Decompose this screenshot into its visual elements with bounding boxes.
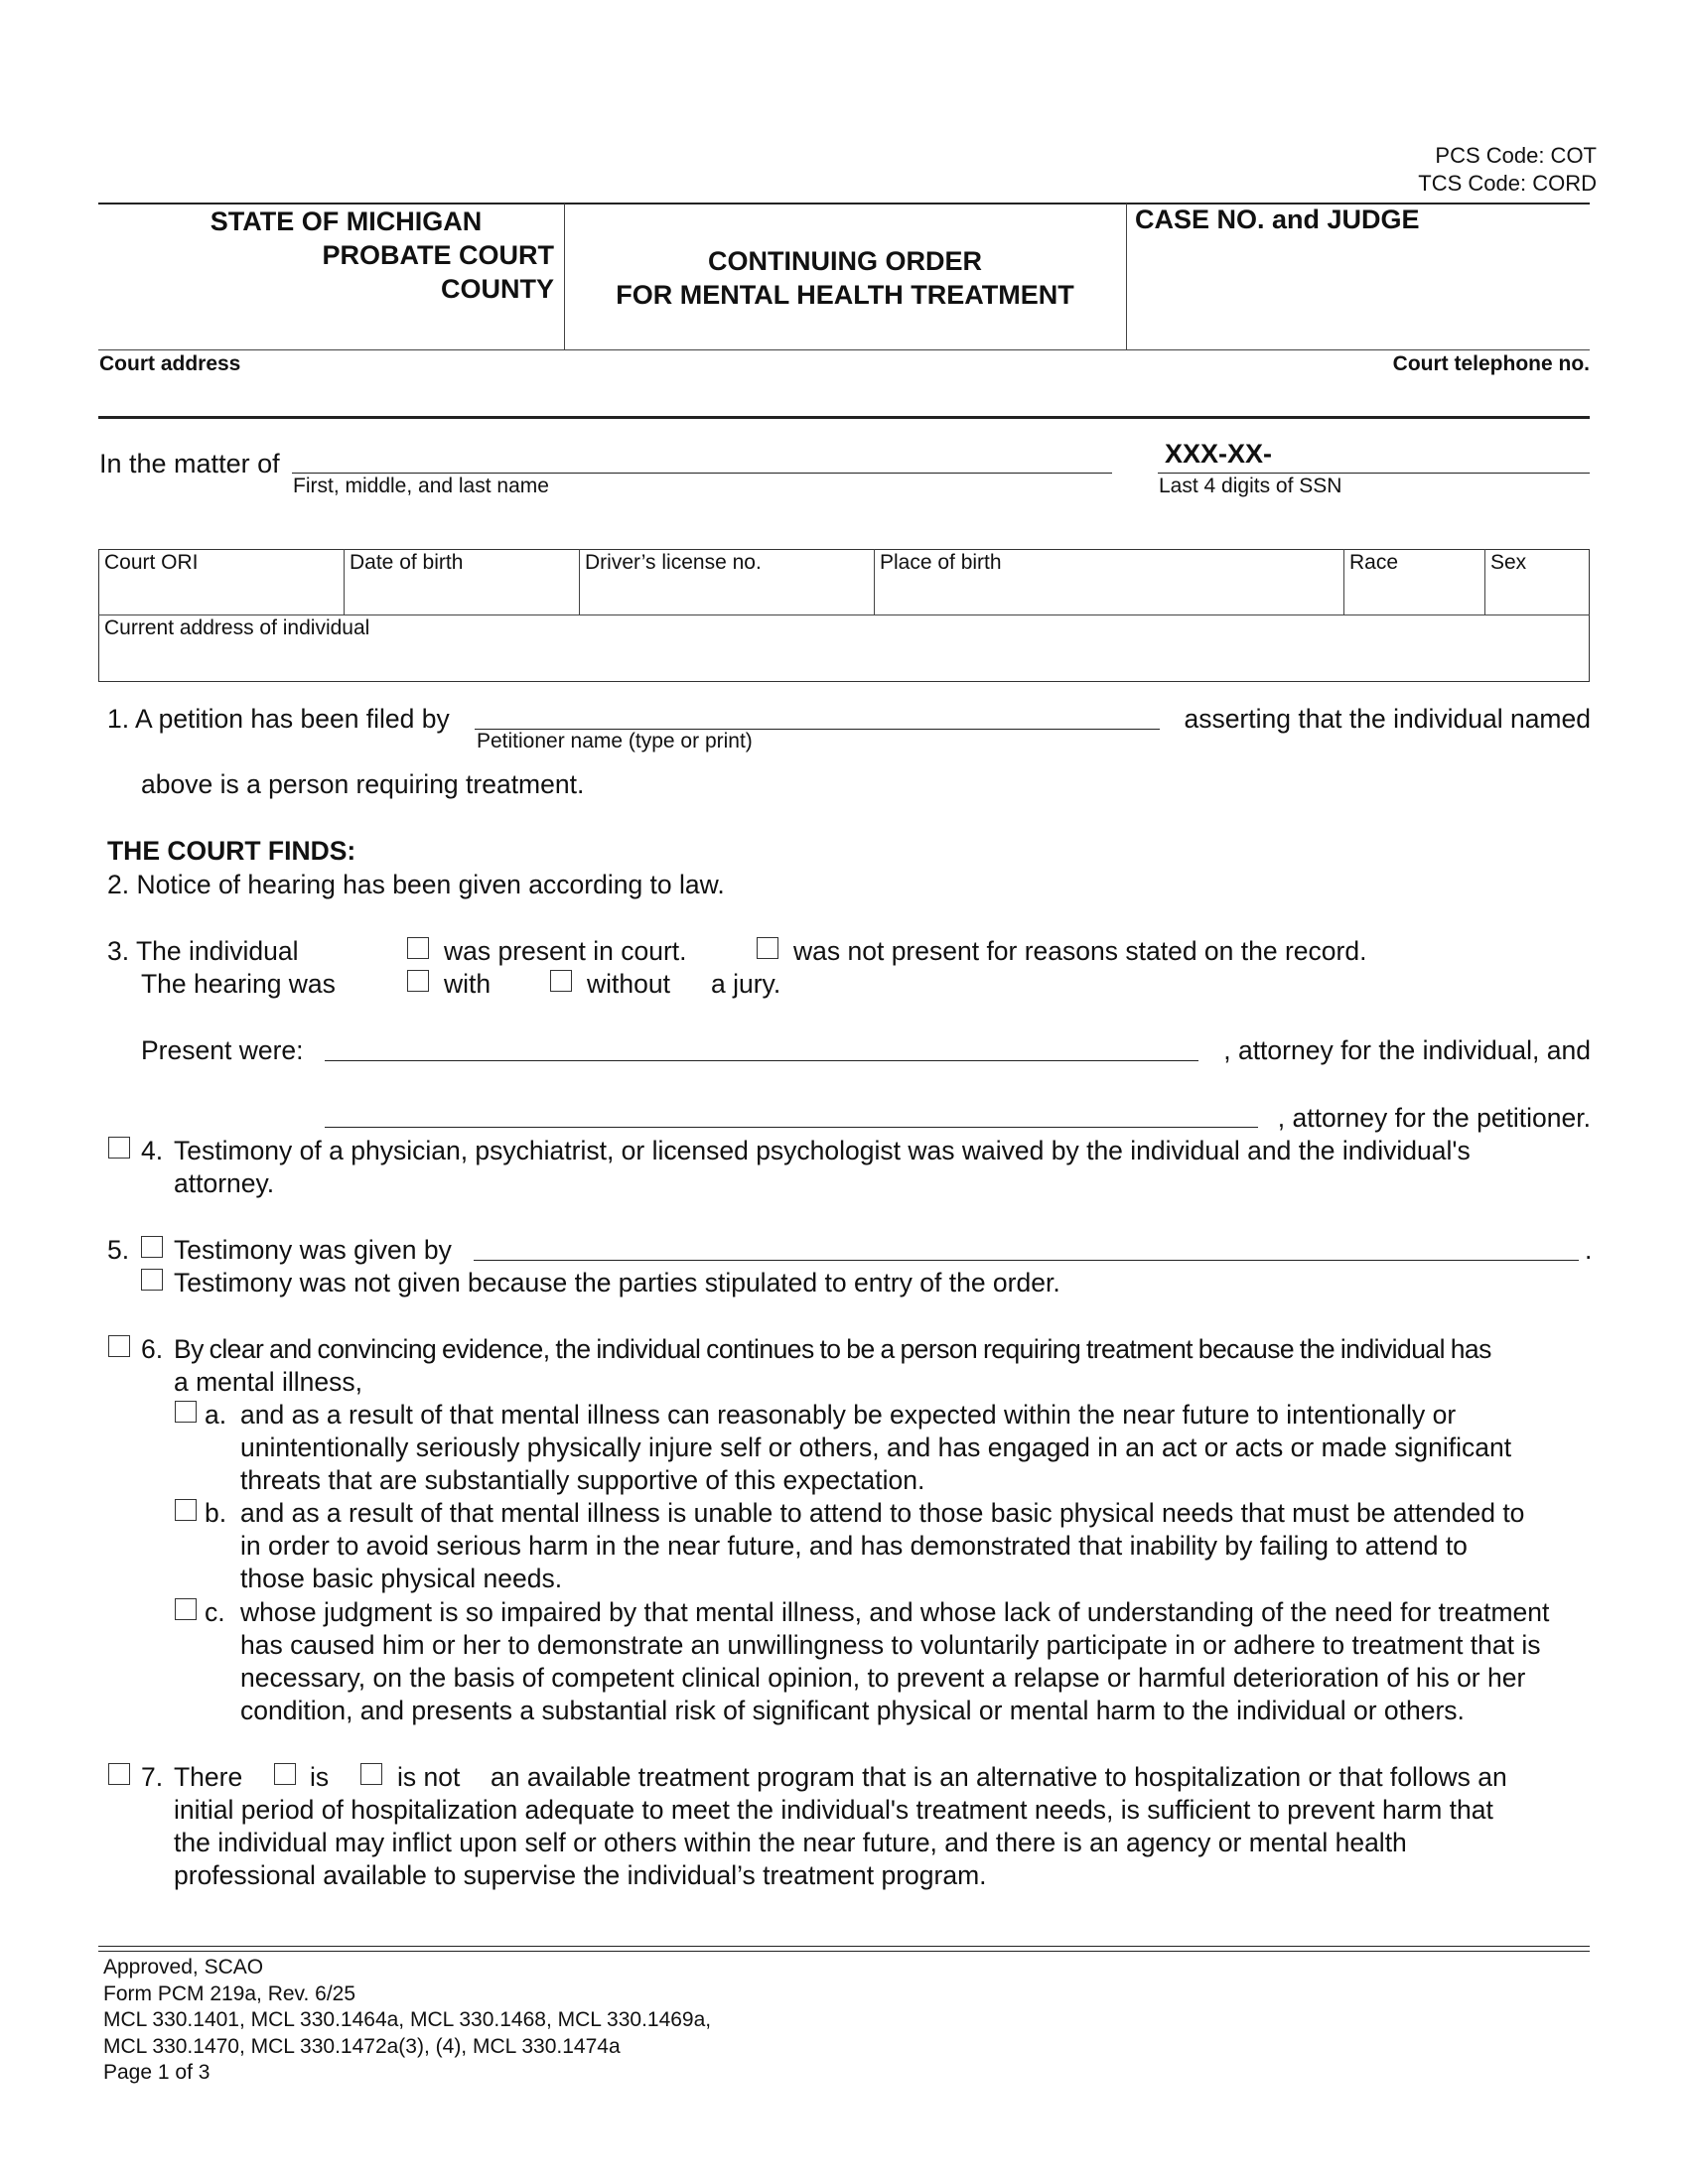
item4-checkbox[interactable] (108, 1137, 130, 1159)
item5-num: 5. (107, 1235, 130, 1265)
form-title-line2: FOR MENTAL HEALTH TREATMENT (616, 280, 1074, 310)
individual-name-caption: First, middle, and last name (293, 475, 549, 497)
item3-label: 3. The individual (107, 936, 299, 966)
sex-cell[interactable]: Sex (1490, 551, 1527, 574)
petitioner-caption: Petitioner name (type or print) (477, 730, 753, 752)
testimony-not-given-checkbox[interactable] (141, 1269, 163, 1291)
form-codes (1418, 142, 1597, 198)
item6c-checkbox[interactable] (175, 1598, 197, 1620)
court-ori-cell[interactable]: Court ORI (104, 551, 199, 574)
item6c-label: c. (205, 1597, 225, 1627)
is-label: is (310, 1762, 330, 1792)
footer-line: Form PCM 219a, Rev. 6/25 (103, 1981, 356, 2005)
attorney-individual-field[interactable] (325, 1060, 1198, 1061)
header-divider-2 (1126, 204, 1127, 350)
court-heading (98, 205, 554, 306)
is-checkbox[interactable] (274, 1763, 296, 1785)
case-no-label: CASE NO. and JUDGE (1135, 205, 1420, 234)
item4-num: 4. (141, 1136, 164, 1165)
with-label: with (444, 969, 492, 999)
present-checkbox[interactable] (407, 937, 429, 959)
header-bottom-rule (98, 349, 1590, 350)
info-table-row-divider (98, 614, 1590, 615)
item6c-line: necessary, on the basis of competent clinical opinion, to prevent a relapse or harmful deterioration of his or her (240, 1663, 1526, 1693)
court-phone-label: Court telephone no. (1392, 352, 1590, 375)
form-title-line1: CONTINUING ORDER (708, 246, 982, 276)
info-col-divider (874, 549, 875, 615)
not-present-label: was not present for reasons stated on the record. (793, 936, 1367, 966)
item6a-line: unintentionally seriously physically injure self or others, and has engaged in an act or acts or made significant (240, 1433, 1512, 1462)
ssn-field[interactable] (1158, 473, 1590, 474)
is-not-checkbox[interactable] (360, 1763, 382, 1785)
item6a-checkbox[interactable] (175, 1401, 197, 1423)
is-not-label: is not (397, 1762, 461, 1792)
item7-line: initial period of hospitalization adequate to meet the individual's treatment needs, is sufficient to prevent harm that (174, 1795, 1493, 1825)
info-col-divider (1343, 549, 1344, 615)
ssn-prefix: XXX-XX- (1165, 439, 1273, 469)
item6c-line: has caused him or her to demonstrate an unwillingness to voluntarily participate in or adhere to treatment that is (240, 1630, 1541, 1660)
attorney-petitioner-label: , attorney for the petitioner. (1277, 1103, 1591, 1133)
attorney-individual-label: , attorney for the individual, and (1223, 1035, 1591, 1065)
item6-checkbox[interactable] (108, 1335, 130, 1357)
item2-text: 2. Notice of hearing has been given according to law. (107, 870, 725, 899)
item6b-line: and as a result of that mental illness is unable to attend to those basic physical needs that must be attended to (240, 1498, 1525, 1528)
state-label: STATE OF MICHIGAN (210, 206, 483, 236)
not-present-checkbox[interactable] (757, 937, 778, 959)
hearing-label: The hearing was (141, 969, 336, 999)
present-were-label: Present were: (141, 1035, 304, 1065)
individual-name-field[interactable] (292, 473, 1112, 474)
footer-line: Approved, SCAO (103, 1956, 264, 1979)
item6c-line: whose judgment is so impaired by that mental illness, and whose lack of understanding of the need for treatment (240, 1597, 1550, 1627)
item6b-line: those basic physical needs. (240, 1564, 563, 1593)
footer-info (103, 1955, 711, 2087)
item4-line1: Testimony of a physician, psychiatrist, or licensed psychologist was waived by the individual and the individual's (174, 1136, 1471, 1165)
testimony-given-by-field[interactable] (474, 1260, 1579, 1261)
item7-checkbox[interactable] (108, 1763, 130, 1785)
footer-line: MCL 330.1401, MCL 330.1464a, MCL 330.1468, MCL 330.1469a, (103, 2008, 712, 2031)
ssn-caption: Last 4 digits of SSN (1159, 475, 1342, 497)
item4-line2: attorney. (174, 1168, 275, 1198)
matter-label: In the matter of (99, 449, 280, 478)
without-jury-checkbox[interactable] (550, 970, 572, 992)
footer-rule-2 (98, 1951, 1590, 1952)
with-jury-checkbox[interactable] (407, 970, 429, 992)
pcs-code: PCS Code: COT (1435, 143, 1597, 168)
item6-line2: a mental illness, (174, 1367, 363, 1397)
place-of-birth-cell[interactable]: Place of birth (880, 551, 1002, 574)
item6-line1: By clear and convincing evidence, the individual continues to be a person requiring treatment because the individual has (174, 1334, 1491, 1364)
footer-line: MCL 330.1470, MCL 330.1472a(3), (4), MCL 330.1474a (103, 2034, 621, 2058)
tcs-code: TCS Code: CORD (1418, 171, 1597, 196)
header-divider-1 (564, 204, 565, 350)
court-label: PROBATE COURT (322, 240, 554, 270)
item6b-label: b. (205, 1498, 227, 1528)
testimony-given-checkbox[interactable] (141, 1236, 163, 1258)
drivers-license-cell[interactable]: Driver’s license no. (585, 551, 762, 574)
testimony-not-given-label: Testimony was not given because the parties stipulated to entry of the order. (174, 1268, 1060, 1297)
address-rule (98, 416, 1590, 419)
county-label: COUNTY (441, 274, 554, 304)
testimony-given-label: Testimony was given by (174, 1235, 452, 1265)
footer-rule-1 (98, 1946, 1590, 1947)
findings-heading: THE COURT FINDS: (107, 836, 356, 866)
info-col-divider (579, 549, 580, 615)
item1-tail: asserting that the individual named (1184, 704, 1591, 734)
item6b-checkbox[interactable] (175, 1499, 197, 1521)
item1-cont: above is a person requiring treatment. (141, 769, 585, 799)
item7-line: professional available to supervise the individual’s treatment program. (174, 1860, 987, 1890)
item6c-line: condition, and presents a substantial risk of significant physical or mental harm to the individual or others. (240, 1696, 1465, 1725)
item6a-line: threats that are substantially supportive of this expectation. (240, 1465, 925, 1495)
present-label: was present in court. (444, 936, 687, 966)
item6a-label: a. (205, 1400, 227, 1430)
form-title (566, 244, 1124, 312)
date-of-birth-cell[interactable]: Date of birth (350, 551, 464, 574)
item7-num: 7. (141, 1762, 164, 1792)
attorney-petitioner-field[interactable] (325, 1127, 1258, 1128)
info-col-divider (344, 549, 345, 615)
jury-label: a jury. (711, 969, 781, 999)
info-col-divider (1484, 549, 1485, 615)
item5-period: . (1585, 1235, 1593, 1265)
item7-line: the individual may inflict upon self or others within the near future, and there is an agency or mental health (174, 1828, 1407, 1857)
footer-line: Page 1 of 3 (103, 2061, 211, 2084)
item6-num: 6. (141, 1334, 164, 1364)
item6a-line: and as a result of that mental illness can reasonably be expected within the near future to intentionally or (240, 1400, 1457, 1430)
item6b-line: in order to avoid serious harm in the near future, and has demonstrated that inability by failing to attend to (240, 1531, 1468, 1561)
current-address-cell[interactable]: Current address of individual (104, 616, 370, 639)
race-cell[interactable]: Race (1349, 551, 1399, 574)
item1-lead: 1. A petition has been filed by (107, 704, 450, 734)
court-address-label: Court address (99, 352, 241, 375)
without-label: without (587, 969, 670, 999)
item7-line1: an available treatment program that is an alternative to hospitalization or that follows an (491, 1762, 1507, 1792)
item7-there: There (174, 1762, 243, 1792)
